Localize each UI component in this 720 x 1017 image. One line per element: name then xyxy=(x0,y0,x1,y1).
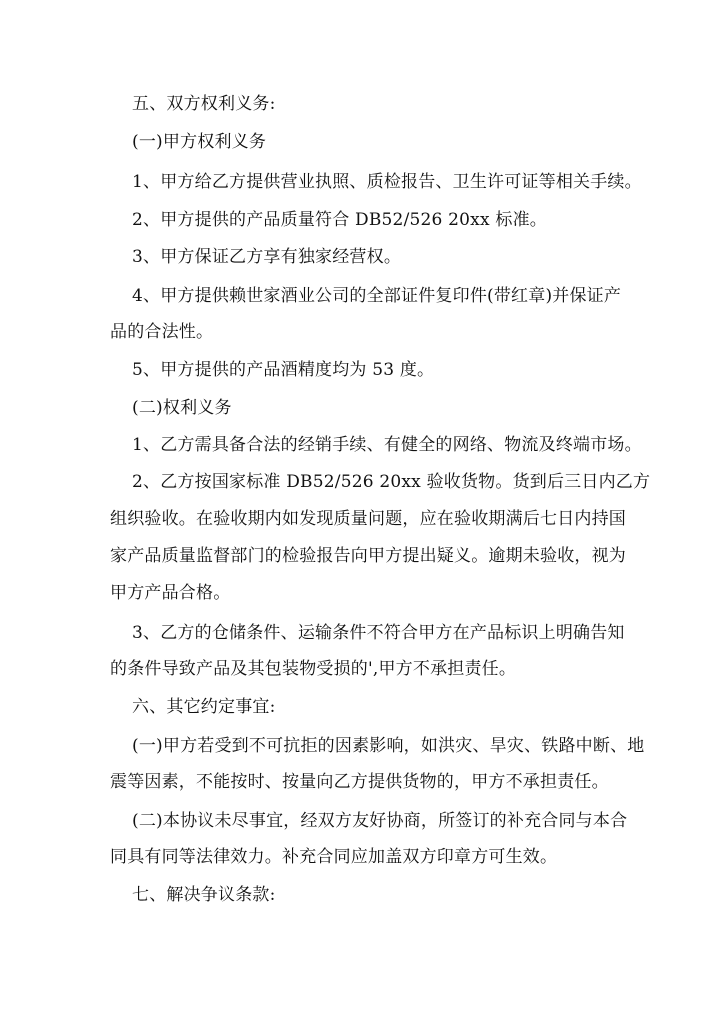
section-heading-6: 六、其它约定事宜: xyxy=(132,697,276,717)
clause-line: 2、甲方提供的产品质量符合 DB52/526 20xx 标准。 xyxy=(132,210,547,230)
clause-line: (二)本协议未尽事宜，经双方友好协商，所签订的补充合同与本合 xyxy=(132,811,628,831)
section-heading-7: 七、解决争议条款: xyxy=(132,885,276,905)
clause-continuation: 甲方产品合格。 xyxy=(110,583,231,603)
clause-line: (一)甲方若受到不可抗拒的因素影响，如洪灾、旱灾、铁路中断、地 xyxy=(132,736,645,756)
clause-line: 1、甲方给乙方提供营业执照、质检报告、卫生许可证等相关手续。 xyxy=(132,172,642,192)
clause-line: 1、乙方需具备合法的经销手续、有健全的网络、物流及终端市场。 xyxy=(132,435,642,455)
clause-continuation: 的条件导致产品及其包装物受损的',甲方不承担责任。 xyxy=(110,659,517,679)
clause-continuation: 同具有同等法律效力。补充合同应加盖双方印章方可生效。 xyxy=(110,847,558,867)
clause-line: 4、甲方提供赖世家酒业公司的全部证件复印件(带红章)并保证产 xyxy=(132,286,622,306)
clause-line: 3、乙方的仓储条件、运输条件不符合甲方在产品标识上明确告知 xyxy=(132,623,625,643)
subsection-heading-1: (一)甲方权利义务 xyxy=(132,132,267,152)
clause-continuation: 震等因素，不能按时、按量向乙方提供货物的，甲方不承担责任。 xyxy=(110,772,609,792)
clause-line: 3、甲方保证乙方享有独家经营权。 xyxy=(132,247,402,267)
clause-line: 5、甲方提供的产品酒精度均为 53 度。 xyxy=(132,360,435,380)
clause-continuation: 组织验收。在验收期内如发现质量问题，应在验收期满后七日内持国 xyxy=(110,509,626,529)
clause-continuation: 品的合法性。 xyxy=(110,322,214,342)
clause-line: 2、乙方按国家标准 DB52/526 20xx 验收货物。货到后三日内乙方 xyxy=(132,472,651,492)
clause-continuation: 家产品质量监督部门的检验报告向甲方提出疑义。逾期未验收，视为 xyxy=(110,546,626,566)
subsection-heading-2: (二)权利义务 xyxy=(132,398,232,418)
section-heading-5: 五、双方权利义务: xyxy=(132,94,276,114)
